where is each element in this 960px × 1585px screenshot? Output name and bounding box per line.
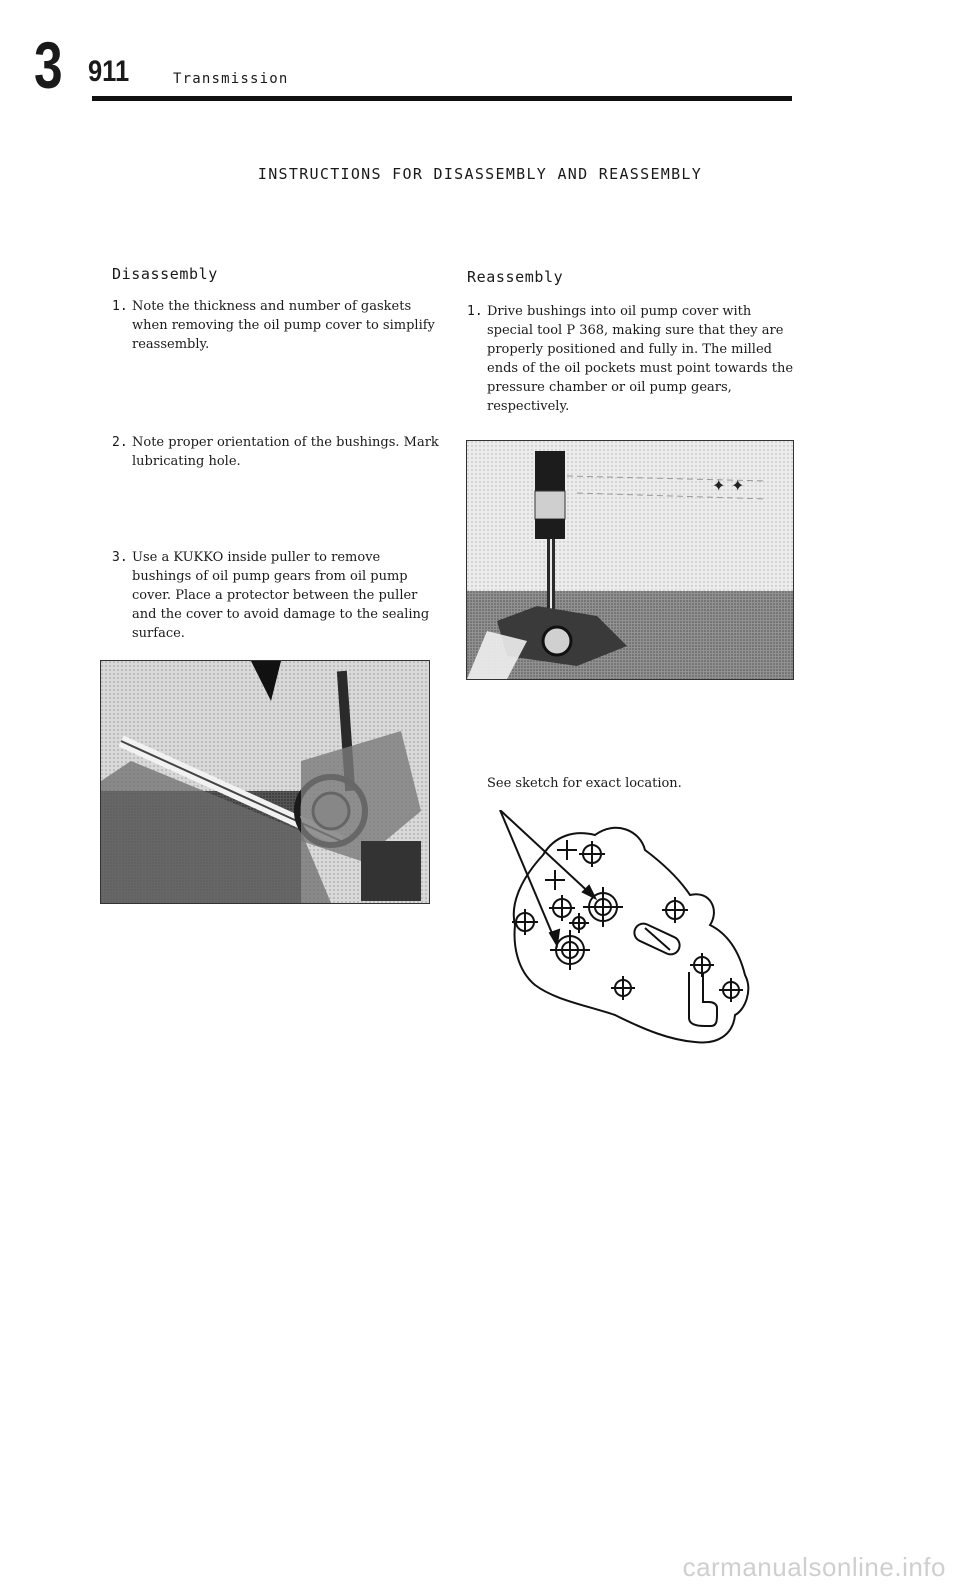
step-number: 3. (112, 550, 128, 565)
header-rule (92, 96, 792, 101)
section-number: 3 (34, 28, 62, 102)
step-text: Use a KUKKO inside puller to remove bushings of oil pump gears from oil pump cover. Place a protector between the puller and the cover to avoid damage to the sealing surface. (132, 550, 430, 641)
step-text: Note the thickness and number of gaskets when removing the oil pump cover to simplify reassembly. (132, 299, 435, 352)
header-title: Transmission (173, 71, 289, 87)
step-text: Note proper orientation of the bushings. Mark lubricating hole. (132, 435, 439, 469)
step-number: 1. (467, 304, 483, 319)
sketch-caption: See sketch for exact location. (487, 776, 682, 791)
step-number: 1. (112, 299, 128, 314)
reassembly-heading: Reassembly (467, 268, 564, 286)
model-label: 911 (88, 55, 130, 88)
reassembly-step-1 (467, 302, 797, 416)
svg-text:✦ ✦: ✦ ✦ (712, 476, 745, 495)
puller-photo (100, 660, 430, 904)
disassembly-heading: Disassembly (112, 265, 218, 283)
disassembly-step-3 (112, 548, 442, 643)
page-heading: INSTRUCTIONS FOR DISASSEMBLY AND REASSEMBLY (257, 165, 703, 183)
step-number: 2. (112, 435, 128, 450)
disassembly-step-2 (112, 433, 442, 471)
oil-pump-cover-sketch (495, 810, 765, 1050)
watermark: carmanualsonline.info (682, 1552, 946, 1582)
disassembly-step-1 (112, 297, 442, 354)
step-text: Drive bushings into oil pump cover with special tool P 368, making sure that they are properly positioned and fully in. The milled ends of the oil pockets must point towards the pressure chamber or oil pump gears, respectively. (487, 304, 794, 414)
drift-tool-photo (466, 440, 794, 680)
